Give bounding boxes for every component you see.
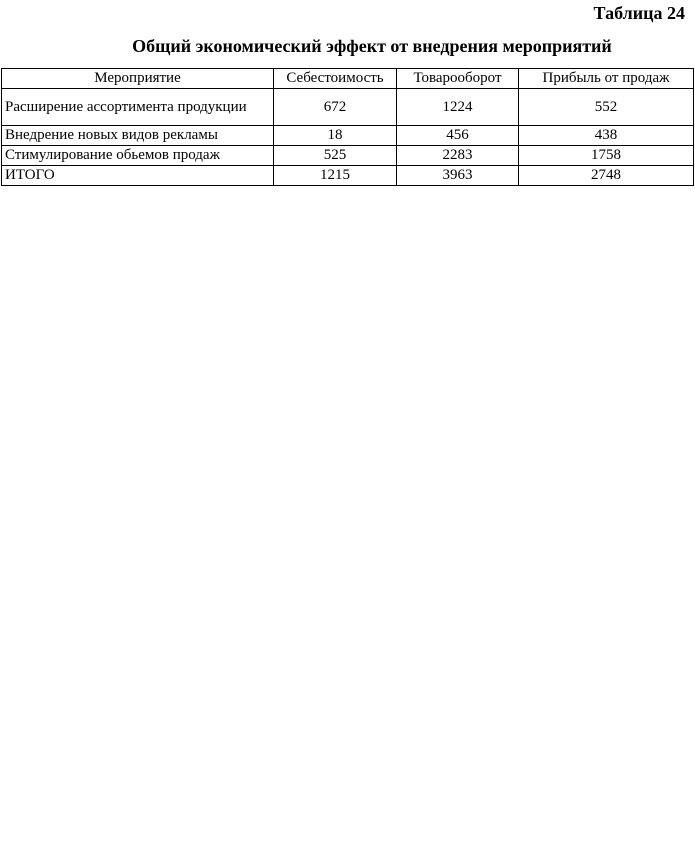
table-header-row xyxy=(2,69,694,89)
header-cost: Себестоимость xyxy=(274,69,397,89)
total-cost: 1215 xyxy=(274,166,397,186)
row-cost: 18 xyxy=(274,126,397,146)
row-profit: 552 xyxy=(519,89,694,126)
header-measure: Мероприятие xyxy=(2,69,274,89)
table-number: Таблица 24 xyxy=(593,3,685,23)
total-profit: 2748 xyxy=(519,166,694,186)
table-row xyxy=(2,126,694,146)
row-profit: 438 xyxy=(519,126,694,146)
row-measure-name: Расширение ассортимента продукции xyxy=(2,89,274,126)
row-profit: 1758 xyxy=(519,146,694,166)
row-turnover: 456 xyxy=(397,126,519,146)
row-cost: 525 xyxy=(274,146,397,166)
economic-effect-table xyxy=(1,68,694,186)
table-row xyxy=(2,89,694,126)
header-turnover: Товарооборот xyxy=(397,69,519,89)
total-label: ИТОГО xyxy=(2,166,274,186)
row-turnover: 2283 xyxy=(397,146,519,166)
header-profit: Прибыль от продаж xyxy=(519,69,694,89)
table-row xyxy=(2,146,694,166)
total-turnover: 3963 xyxy=(397,166,519,186)
row-cost: 672 xyxy=(274,89,397,126)
table-title: Общий экономический эффект от внедрения мероприятий xyxy=(132,36,612,56)
row-measure-name: Стимулирование обьемов продаж xyxy=(2,146,274,166)
row-measure-name: Внедрение новых видов рекламы xyxy=(2,126,274,146)
row-turnover: 1224 xyxy=(397,89,519,126)
table-total-row xyxy=(2,166,694,186)
